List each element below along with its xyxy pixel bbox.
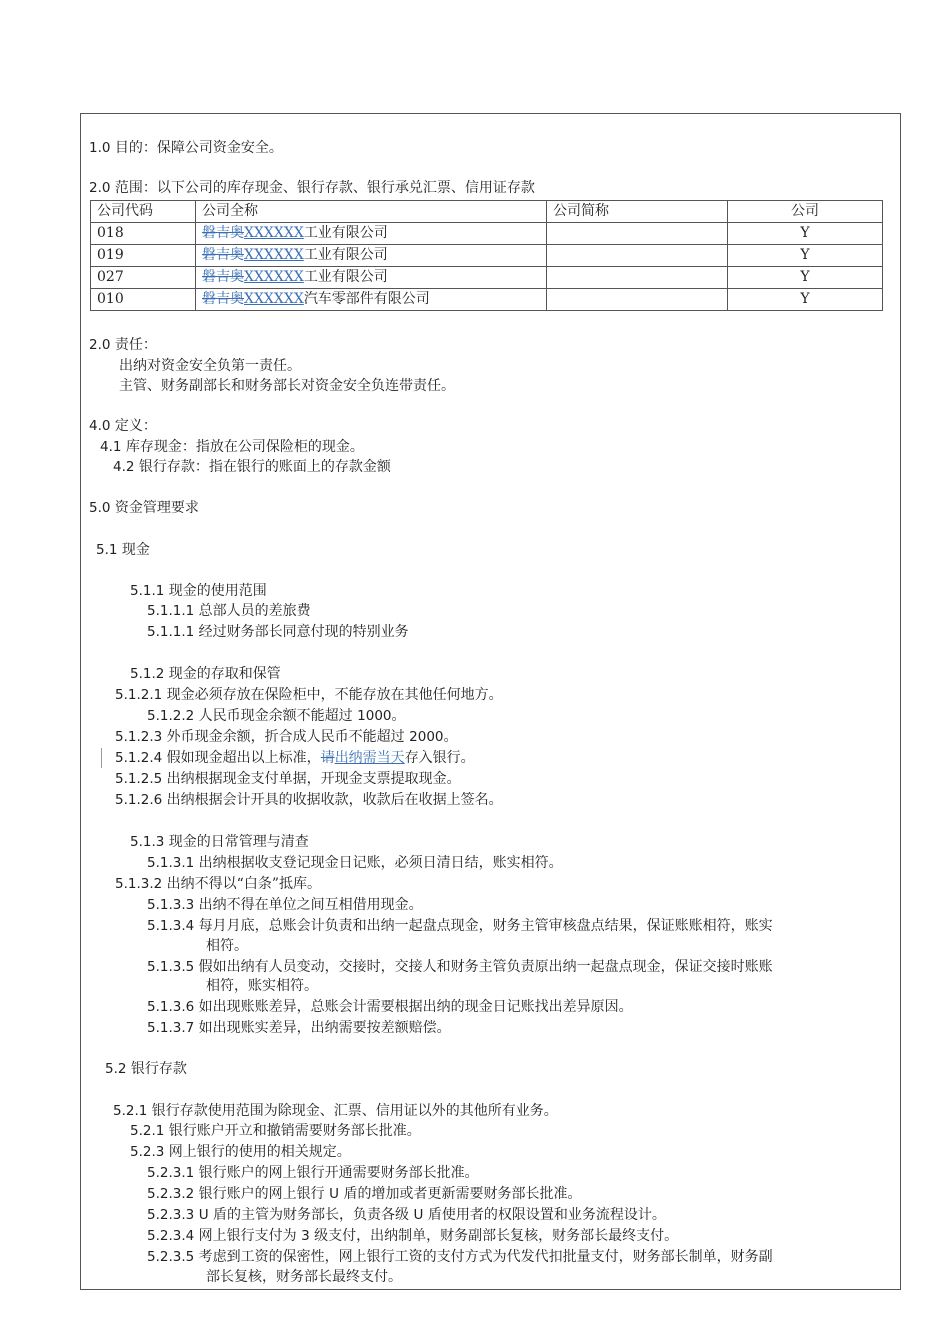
section-scope: 2.0 范围：以下公司的库存现金、银行存款、银行承兑汇票、信用证存款 xyxy=(89,180,535,196)
header-code: 公司代码 xyxy=(91,201,196,223)
definition-cash: 4.1 库存现金：指放在公司保险柜的现金。 xyxy=(100,439,364,455)
clause-5-1-2-5: 5.1.2.5 出纳根据现金支付单据，开现金支票提取现金。 xyxy=(115,771,461,787)
clause-5-2-3-1: 5.2.3.1 银行账户的网上银行开通需要财务部长批准。 xyxy=(147,1165,479,1181)
clause-5-1-2-1: 5.1.2.1 现金必须存放在保险柜中，不能存放在其他任何地方。 xyxy=(115,687,503,703)
table-row xyxy=(91,289,883,311)
cell-short xyxy=(547,223,728,245)
cell-fullname: 磐吉奥XXXXXX工业有限公司 xyxy=(196,223,547,245)
clause-5-1-1-1a: 5.1.1.1 总部人员的差旅费 xyxy=(147,603,311,619)
clause-5-1-2-2: 5.1.2.2 人民币现金余额不能超过 1000。 xyxy=(147,708,406,724)
clause-5-1-3: 5.1.3 现金的日常管理与清查 xyxy=(130,834,309,850)
revision-margin-bar xyxy=(101,748,102,768)
section-cash: 5.1 现金 xyxy=(96,542,150,558)
clause-5-2-3-3: 5.2.3.3 U 盾的主管为财务部长，负责各级 U 盾使用者的权限设置和业务流程设计。 xyxy=(147,1207,666,1223)
clause-5-1-3-4-cont: 相符。 xyxy=(206,938,248,954)
cell-short xyxy=(547,267,728,289)
cell-short xyxy=(547,245,728,267)
clause-5-1-2-4: 5.1.2.4 假如现金超出以上标准，请出纳需当天存入银行。 xyxy=(115,750,475,766)
clause-5-2-1b: 5.2.1 银行账户开立和撤销需要财务部长批准。 xyxy=(130,1123,421,1139)
cell-short xyxy=(547,289,728,311)
clause-5-1-2-6: 5.1.2.6 出纳根据会计开具的收据收款，收款后在收据上签名。 xyxy=(115,792,503,808)
cell-fullname: 磐吉奥XXXXXX工业有限公司 xyxy=(196,245,547,267)
section-purpose: 1.0 目的：保障公司资金安全。 xyxy=(89,140,283,156)
clause-5-1-3-4: 5.1.3.4 每月月底，总账会计负责和出纳一起盘点现金，财务主管审核盘点结果，保证账账相符，账实 xyxy=(147,918,773,934)
clause-5-2-3-5-cont: 部长复核，财务部长最终支付。 xyxy=(206,1269,402,1285)
clause-5-1-1-1b: 5.1.1.1 经过财务部长同意付现的特别业务 xyxy=(147,624,409,640)
section-bank-deposit: 5.2 银行存款 xyxy=(105,1061,187,1077)
clause-5-1-3-2: 5.1.3.2 出纳不得以“白条”抵库。 xyxy=(115,876,321,892)
clause-5-1-3-5-cont: 相符，账实相符。 xyxy=(206,978,318,994)
cell-code: 010 xyxy=(91,289,196,311)
header-shortname: 公司简称 xyxy=(547,201,728,223)
cell-flag: Y xyxy=(728,223,883,245)
cell-code: 027 xyxy=(91,267,196,289)
header-company: 公司 xyxy=(728,201,883,223)
clause-5-2-3-5: 5.2.3.5 考虑到工资的保密性，网上银行工资的支付方式为代发代扣批量支付，财务部长制单，财务副 xyxy=(147,1249,773,1265)
section-responsibility: 2.0 责任： xyxy=(89,337,157,353)
table-row xyxy=(91,223,883,245)
clause-5-2-1a: 5.2.1 银行存款使用范围为除现金、汇票、信用证以外的其他所有业务。 xyxy=(113,1103,558,1119)
clause-5-2-3-4: 5.2.3.4 网上银行支付为 3 级支付，出纳制单，财务副部长复核，财务部长最终支付。 xyxy=(147,1228,679,1244)
table-row xyxy=(91,245,883,267)
section-fund-management: 5.0 资金管理要求 xyxy=(89,500,199,516)
header-fullname: 公司全称 xyxy=(196,201,547,223)
cell-fullname: 磐吉奥XXXXXX汽车零部件有限公司 xyxy=(196,289,547,311)
cell-flag: Y xyxy=(728,289,883,311)
clause-5-1-3-1: 5.1.3.1 出纳根据收支登记现金日记账，必须日清日结，账实相符。 xyxy=(147,855,563,871)
section-definitions: 4.0 定义： xyxy=(89,418,157,434)
responsibility-line-2: 主管、财务副部长和财务部长对资金安全负连带责任。 xyxy=(119,378,455,394)
table-header-row xyxy=(91,201,883,223)
cell-flag: Y xyxy=(728,245,883,267)
definition-bank: 4.2 银行存款：指在银行的账面上的存款金额 xyxy=(113,459,391,475)
cell-fullname: 磐吉奥XXXXXX工业有限公司 xyxy=(196,267,547,289)
responsibility-line-1: 出纳对资金安全负第一责任。 xyxy=(119,358,301,374)
clause-5-1-3-5: 5.1.3.5 假如出纳有人员变动，交接时，交接人和财务主管负责原出纳一起盘点现金，保证交接时账账 xyxy=(147,959,773,975)
cell-code: 018 xyxy=(91,223,196,245)
clause-5-1-3-7: 5.1.3.7 如出现账实差异，出纳需要按差额赔偿。 xyxy=(147,1020,451,1036)
company-table xyxy=(90,200,883,311)
table-row xyxy=(91,267,883,289)
clause-5-1-3-6: 5.1.3.6 如出现账账差异，总账会计需要根据出纳的现金日记账找出差异原因。 xyxy=(147,999,633,1015)
clause-5-2-3: 5.2.3 网上银行的使用的相关规定。 xyxy=(130,1144,351,1160)
clause-5-1-1: 5.1.1 现金的使用范围 xyxy=(130,583,267,599)
cell-flag: Y xyxy=(728,267,883,289)
clause-5-1-3-3: 5.1.3.3 出纳不得在单位之间互相借用现金。 xyxy=(147,897,423,913)
clause-5-1-2: 5.1.2 现金的存取和保管 xyxy=(130,666,281,682)
clause-5-2-3-2: 5.2.3.2 银行账户的网上银行 U 盾的增加或者更新需要财务部长批准。 xyxy=(147,1186,582,1202)
cell-code: 019 xyxy=(91,245,196,267)
clause-5-1-2-3: 5.1.2.3 外币现金余额，折合成人民币不能超过 2000。 xyxy=(115,729,458,745)
